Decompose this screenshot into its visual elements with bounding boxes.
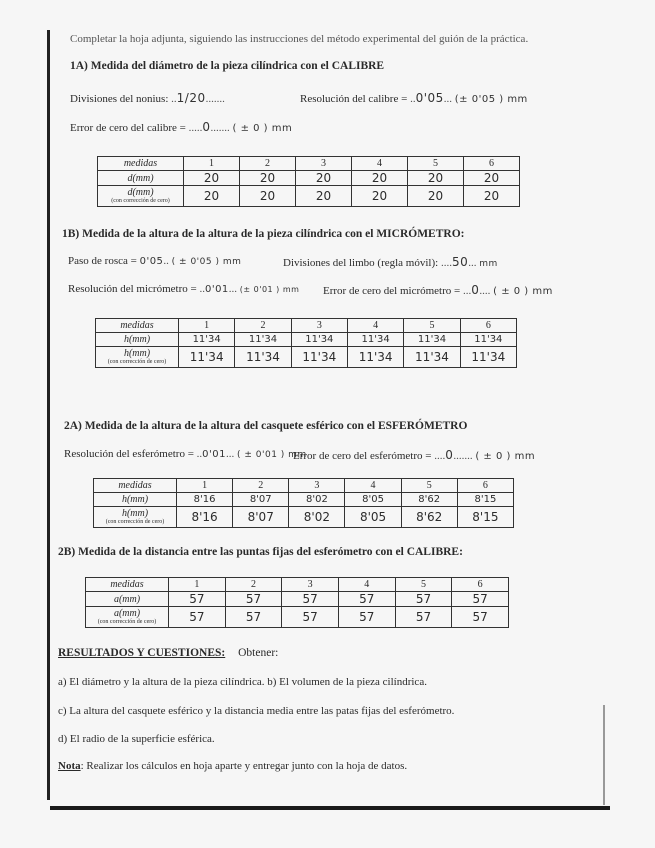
table-cell: 8'15 — [457, 493, 513, 507]
section-1b-heading: 1B) Medida de la altura de la altura de la pieza cilíndrica con el MICRÓMETRO: — [62, 228, 465, 240]
row-sublabel: (con corrección de cero) — [111, 198, 170, 204]
table-header-cell: 3 — [296, 157, 352, 171]
table-cell: 8'07 — [233, 507, 289, 528]
table-cell: 11'34 — [460, 347, 516, 368]
calibre-resolution-row: Resolución del calibre = ..0'05... (± 0'05 ) mm — [300, 91, 528, 105]
table-cell: 20 — [408, 171, 464, 186]
row-label: d(mm) — [127, 187, 154, 198]
limbo-divisions-label: Divisiones del limbo (regla móvil): — [283, 257, 439, 269]
spherometer-resolution-extra: ( ± 0'01 ) mm — [237, 450, 307, 460]
table-cell: 8'05 — [345, 507, 401, 528]
scan-edge-right — [603, 705, 605, 805]
results-obtener: Obtener: — [238, 647, 279, 659]
micrometer-resolution-label: Resolución del micrómetro = — [68, 283, 197, 295]
limbo-divisions-row: Divisiones del limbo (regla móvil): ....50... mm — [283, 255, 498, 269]
table-cell: 11'34 — [235, 333, 291, 347]
table-cell: 8'05 — [345, 493, 401, 507]
row-label: h(mm) — [123, 348, 151, 359]
row-sublabel: (con corrección de cero) — [105, 519, 165, 525]
table-header-cell: 4 — [338, 578, 395, 592]
paso-rosca-label: Paso de rosca = — [68, 255, 137, 267]
table-cell: 20 — [352, 186, 408, 207]
table-header-label: medidas — [98, 157, 184, 171]
spherometer-resolution-row: Resolución del esferómetro = ..0'01... ( ± 0'01 ) mm — [64, 448, 307, 460]
paso-rosca-row: Paso de rosca = 0'05.. ( ± 0'05 ) mm — [68, 255, 242, 267]
spherometer-zero-error-label: Error de cero del esferómetro = — [293, 450, 432, 462]
scan-edge-left — [47, 30, 50, 800]
table-cell: 11'34 — [460, 333, 516, 347]
intro-text: Completar la hoja adjunta, siguiendo las instrucciones del método experimental del guión de la práctica. — [70, 33, 529, 45]
paso-rosca-extra: ( ± 0'05 ) mm — [171, 257, 242, 267]
table-cell: 57 — [395, 592, 452, 607]
row-label: h(mm) — [94, 493, 177, 507]
micrometer-resolution-row: Resolución del micrómetro = ..0'01... (± 0'01 ) mm — [68, 283, 300, 295]
nonius-divisions-value: 1/20 — [176, 91, 206, 105]
table-header-cell: 2 — [225, 578, 282, 592]
spherometer-resolution-value: 0'01 — [202, 449, 227, 460]
table-header-cell: 1 — [179, 319, 235, 333]
limbo-divisions-value: 50 — [451, 255, 469, 269]
table-header-cell: 6 — [452, 578, 509, 592]
calibre-zero-error-value: 0 — [202, 120, 211, 134]
table-cell: 57 — [282, 592, 339, 607]
nonius-divisions-label: Divisiones del nonius: — [70, 93, 169, 105]
calibre-zero-error-extra: ( ± 0 ) mm — [232, 123, 293, 134]
row-label-corrected — [86, 607, 169, 628]
table-cell: 57 — [169, 607, 226, 628]
row-label: d(mm) — [98, 171, 184, 186]
table-header-cell: 5 — [408, 157, 464, 171]
micrometer-zero-error-value: 0 — [471, 283, 480, 297]
table-cell: 11'34 — [347, 333, 403, 347]
table-cell: 8'16 — [177, 493, 233, 507]
results-heading-row — [58, 647, 278, 659]
table-header-cell: 6 — [464, 157, 520, 171]
table-cell: 57 — [395, 607, 452, 628]
note-row — [58, 760, 407, 772]
table-cell: 20 — [184, 171, 240, 186]
note-text: : Realizar los cálculos en hoja aparte y entregar junto con la hoja de datos. — [80, 760, 408, 772]
table-cell: 8'07 — [233, 493, 289, 507]
table-2b — [85, 577, 509, 628]
table-header-label: medidas — [86, 578, 169, 592]
calibre-resolution-extra: (± 0'05 ) mm — [454, 94, 528, 105]
spherometer-zero-error-extra: ( ± 0 ) mm — [475, 451, 536, 462]
table-cell: 11'34 — [291, 347, 347, 368]
table-cell: 20 — [296, 186, 352, 207]
table-header-cell: 3 — [282, 578, 339, 592]
row-label: a(mm) — [86, 592, 169, 607]
paso-rosca-value: 0'05 — [139, 256, 164, 267]
note-label: Nota — [58, 760, 81, 772]
table-header-cell: 1 — [177, 479, 233, 493]
row-label: a(mm) — [113, 608, 141, 619]
table-header-cell: 5 — [395, 578, 452, 592]
table-cell: 57 — [338, 607, 395, 628]
table-cell: 57 — [225, 592, 282, 607]
table-header-cell: 2 — [235, 319, 291, 333]
calibre-zero-error-row: Error de cero del calibre = .....0....... ( ± 0 ) mm — [70, 120, 293, 134]
calibre-zero-error-label: Error de cero del calibre = — [70, 122, 186, 134]
table-cell: 20 — [408, 186, 464, 207]
table-cell: 8'16 — [177, 507, 233, 528]
table-cell: 57 — [282, 607, 339, 628]
table-header-cell: 5 — [404, 319, 460, 333]
table-header-label: medidas — [94, 479, 177, 493]
table-1b — [95, 318, 517, 368]
row-label: h(mm) — [96, 333, 179, 347]
row-label-corrected — [96, 347, 179, 368]
table-cell: 8'02 — [289, 493, 345, 507]
section-2a-heading: 2A) Medida de la altura de la altura del casquete esférico con el ESFERÓMETRO — [64, 420, 468, 432]
section-2b-heading: 2B) Medida de la distancia entre las puntas fijas del esferómetro con el CALIBRE: — [58, 546, 463, 558]
results-heading: RESULTADOS Y CUESTIONES: — [58, 647, 226, 659]
spherometer-zero-error-row: Error de cero del esferómetro = ....0....... ( ± 0 ) mm — [293, 448, 536, 462]
micrometer-zero-error-extra: ( ± 0 ) mm — [493, 286, 553, 297]
table-cell: 57 — [169, 592, 226, 607]
table-cell: 20 — [184, 186, 240, 207]
spherometer-resolution-label: Resolución del esferómetro = — [64, 448, 194, 460]
table-header-cell: 4 — [345, 479, 401, 493]
table-header-cell: 6 — [460, 319, 516, 333]
table-cell: 20 — [464, 186, 520, 207]
table-header-cell: 1 — [169, 578, 226, 592]
table-cell: 11'34 — [235, 347, 291, 368]
section-1a-heading: 1A) Medida del diámetro de la pieza cilíndrica con el CALIBRE — [70, 60, 385, 72]
table-cell: 8'62 — [401, 507, 457, 528]
table-cell: 20 — [352, 171, 408, 186]
table-cell: 57 — [452, 592, 509, 607]
table-cell: 20 — [240, 171, 296, 186]
spherometer-zero-error-value: 0 — [445, 448, 454, 462]
row-label-corrected — [98, 186, 184, 207]
table-cell: 11'34 — [404, 333, 460, 347]
row-sublabel: (con corrección de cero) — [97, 619, 157, 625]
table-header-cell: 3 — [291, 319, 347, 333]
micrometer-resolution-value: 0'01 — [204, 284, 229, 295]
table-cell: 57 — [225, 607, 282, 628]
question-a-b: a) El diámetro y la altura de la pieza cilíndrica. b) El volumen de la pieza cilíndrica. — [58, 676, 427, 688]
calibre-resolution-value: 0'05 — [415, 91, 444, 105]
table-header-cell: 4 — [352, 157, 408, 171]
table-cell: 20 — [296, 171, 352, 186]
table-cell: 8'02 — [289, 507, 345, 528]
table-cell: 11'34 — [404, 347, 460, 368]
question-d: d) El radio de la superficie esférica. — [58, 733, 215, 745]
nonius-divisions-row: Divisiones del nonius: ..1/20....... — [70, 91, 225, 105]
scan-edge-bottom — [50, 806, 610, 810]
row-label-corrected — [94, 507, 177, 528]
table-1a — [97, 156, 520, 207]
table-header-cell: 6 — [457, 479, 513, 493]
table-2a — [93, 478, 514, 528]
row-label: h(mm) — [121, 508, 149, 519]
table-cell: 20 — [240, 186, 296, 207]
table-header-cell: 5 — [401, 479, 457, 493]
calibre-resolution-label: Resolución del calibre = — [300, 93, 408, 105]
row-sublabel: (con corrección de cero) — [107, 359, 167, 365]
table-cell: 11'34 — [347, 347, 403, 368]
table-cell: 11'34 — [291, 333, 347, 347]
table-header-cell: 2 — [233, 479, 289, 493]
table-header-cell: 1 — [184, 157, 240, 171]
table-cell: 57 — [452, 607, 509, 628]
table-header-cell: 2 — [240, 157, 296, 171]
table-header-label: medidas — [96, 319, 179, 333]
table-cell: 11'34 — [179, 347, 235, 368]
table-header-cell: 4 — [347, 319, 403, 333]
limbo-divisions-unit: mm — [479, 259, 498, 269]
question-c: c) La altura del casquete esférico y la distancia media entre las patas fijas del esferómetro. — [58, 705, 455, 717]
micrometer-zero-error-label: Error de cero del micrómetro = — [323, 285, 461, 297]
table-cell: 57 — [338, 592, 395, 607]
table-cell: 20 — [464, 171, 520, 186]
table-header-cell: 3 — [289, 479, 345, 493]
table-cell: 8'15 — [457, 507, 513, 528]
table-cell: 8'62 — [401, 493, 457, 507]
micrometer-zero-error-row: Error de cero del micrómetro = ...0.... ( ± 0 ) mm — [323, 283, 553, 297]
micrometer-resolution-extra: (± 0'01 ) mm — [239, 285, 300, 294]
table-cell: 11'34 — [179, 333, 235, 347]
